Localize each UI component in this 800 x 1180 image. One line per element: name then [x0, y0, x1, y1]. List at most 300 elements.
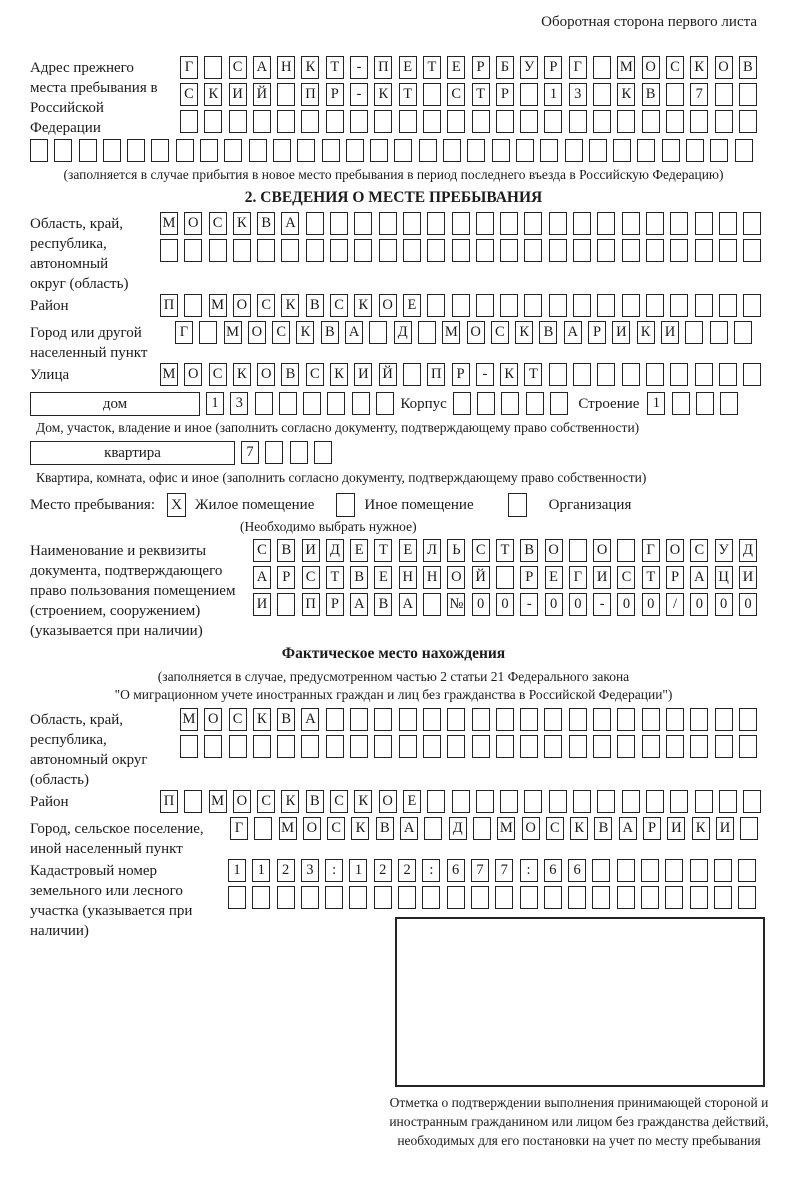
char-box[interactable]: 0 — [617, 593, 635, 616]
char-box[interactable] — [637, 139, 655, 162]
char-box[interactable] — [398, 886, 416, 909]
char-box[interactable]: М — [497, 817, 515, 840]
char-box[interactable] — [419, 139, 437, 162]
char-box[interactable] — [690, 708, 708, 731]
char-box[interactable]: 7 — [495, 859, 513, 882]
char-box[interactable] — [695, 790, 713, 813]
char-box[interactable]: 2 — [374, 859, 392, 882]
char-box[interactable] — [592, 859, 610, 882]
char-box[interactable]: К — [500, 363, 518, 386]
char-box[interactable] — [349, 886, 367, 909]
char-box[interactable] — [715, 708, 733, 731]
char-box[interactable]: М — [279, 817, 297, 840]
char-box[interactable] — [370, 139, 388, 162]
char-box[interactable]: С — [327, 817, 345, 840]
checkbox-organizatsiya[interactable] — [508, 493, 527, 517]
char-box[interactable] — [228, 886, 246, 909]
char-box[interactable] — [476, 212, 494, 235]
char-box[interactable]: К — [204, 83, 222, 106]
char-box[interactable] — [573, 239, 591, 262]
char-box[interactable] — [715, 83, 733, 106]
char-box[interactable] — [573, 790, 591, 813]
char-box[interactable]: Т — [374, 539, 392, 562]
char-box[interactable] — [447, 110, 465, 133]
char-box[interactable]: К — [374, 83, 392, 106]
char-box[interactable]: 3 — [230, 392, 248, 415]
char-box[interactable] — [641, 886, 659, 909]
char-box[interactable]: О — [666, 539, 684, 562]
char-box[interactable] — [641, 859, 659, 882]
char-box[interactable]: Д — [326, 539, 344, 562]
char-box[interactable] — [330, 212, 348, 235]
char-box[interactable]: А — [619, 817, 637, 840]
char-box[interactable] — [597, 212, 615, 235]
char-box[interactable] — [593, 735, 611, 758]
char-box[interactable] — [739, 110, 757, 133]
char-box[interactable] — [524, 239, 542, 262]
char-box[interactable]: 0 — [715, 593, 733, 616]
char-box[interactable] — [662, 139, 680, 162]
char-box[interactable] — [690, 735, 708, 758]
char-box[interactable]: 2 — [277, 859, 295, 882]
char-box[interactable] — [524, 212, 542, 235]
char-box[interactable] — [739, 735, 757, 758]
char-box[interactable] — [549, 239, 567, 262]
char-box[interactable] — [403, 363, 421, 386]
char-box[interactable]: Д — [449, 817, 467, 840]
char-box[interactable]: В — [350, 566, 368, 589]
char-box[interactable]: А — [690, 566, 708, 589]
char-box[interactable]: Н — [423, 566, 441, 589]
char-box[interactable] — [520, 708, 538, 731]
char-box[interactable] — [399, 735, 417, 758]
char-box[interactable] — [524, 790, 542, 813]
char-box[interactable] — [199, 321, 217, 344]
char-box[interactable]: П — [427, 363, 445, 386]
char-box[interactable]: В — [594, 817, 612, 840]
char-box[interactable]: К — [233, 212, 251, 235]
char-box[interactable]: М — [160, 363, 178, 386]
char-box[interactable] — [714, 886, 732, 909]
char-box[interactable] — [670, 363, 688, 386]
char-box[interactable] — [589, 139, 607, 162]
char-box[interactable] — [550, 392, 568, 415]
char-box[interactable]: В — [520, 539, 538, 562]
char-box[interactable] — [423, 735, 441, 758]
char-box[interactable] — [254, 817, 272, 840]
char-box[interactable]: 6 — [447, 859, 465, 882]
char-box[interactable] — [569, 735, 587, 758]
char-box[interactable]: : — [325, 859, 343, 882]
char-box[interactable] — [690, 859, 708, 882]
char-box[interactable]: В — [277, 539, 295, 562]
char-box[interactable]: А — [400, 817, 418, 840]
char-box[interactable] — [549, 212, 567, 235]
char-box[interactable] — [423, 83, 441, 106]
char-box[interactable] — [297, 139, 315, 162]
char-box[interactable] — [743, 239, 761, 262]
char-box[interactable]: Н — [399, 566, 417, 589]
char-box[interactable] — [176, 139, 194, 162]
char-box[interactable]: С — [229, 56, 247, 79]
char-box[interactable] — [670, 790, 688, 813]
char-box[interactable]: О — [303, 817, 321, 840]
char-box[interactable] — [452, 212, 470, 235]
char-box[interactable] — [423, 110, 441, 133]
char-box[interactable] — [495, 886, 513, 909]
char-box[interactable]: А — [345, 321, 363, 344]
char-box[interactable] — [666, 110, 684, 133]
char-box[interactable]: Г — [230, 817, 248, 840]
char-box[interactable] — [403, 239, 421, 262]
char-box[interactable]: Е — [403, 294, 421, 317]
char-box[interactable] — [740, 817, 758, 840]
char-box[interactable]: К — [354, 790, 372, 813]
char-box[interactable] — [180, 110, 198, 133]
char-box[interactable] — [379, 239, 397, 262]
char-box[interactable]: О — [184, 363, 202, 386]
char-box[interactable] — [184, 790, 202, 813]
char-box[interactable]: Р — [520, 566, 538, 589]
char-box[interactable] — [472, 110, 490, 133]
char-box[interactable] — [573, 212, 591, 235]
char-box[interactable] — [255, 392, 273, 415]
char-box[interactable]: К — [617, 83, 635, 106]
char-box[interactable]: О — [545, 539, 563, 562]
char-box[interactable] — [739, 83, 757, 106]
char-box[interactable]: 0 — [569, 593, 587, 616]
char-box[interactable]: Ь — [447, 539, 465, 562]
char-box[interactable] — [253, 735, 271, 758]
char-box[interactable]: К — [281, 790, 299, 813]
char-box[interactable]: Е — [374, 566, 392, 589]
char-box[interactable] — [617, 708, 635, 731]
char-box[interactable]: И — [593, 566, 611, 589]
char-box[interactable] — [520, 83, 538, 106]
char-box[interactable]: В — [376, 817, 394, 840]
char-box[interactable] — [403, 212, 421, 235]
char-box[interactable]: К — [351, 817, 369, 840]
char-box[interactable]: С — [666, 56, 684, 79]
char-box[interactable] — [569, 708, 587, 731]
char-box[interactable] — [592, 886, 610, 909]
char-box[interactable]: К — [515, 321, 533, 344]
char-box[interactable]: С — [209, 212, 227, 235]
char-box[interactable] — [476, 790, 494, 813]
char-box[interactable]: А — [350, 593, 368, 616]
char-box[interactable] — [354, 239, 372, 262]
char-box[interactable] — [103, 139, 121, 162]
char-box[interactable] — [467, 139, 485, 162]
char-box[interactable] — [452, 790, 470, 813]
char-box[interactable]: 0 — [545, 593, 563, 616]
char-box[interactable]: - — [476, 363, 494, 386]
char-box[interactable]: С — [302, 566, 320, 589]
char-box[interactable] — [569, 539, 587, 562]
char-box[interactable]: Л — [423, 539, 441, 562]
char-box[interactable] — [593, 110, 611, 133]
char-box[interactable]: - — [520, 593, 538, 616]
char-box[interactable]: 2 — [398, 859, 416, 882]
char-box[interactable] — [204, 56, 222, 79]
char-box[interactable]: Е — [545, 566, 563, 589]
char-box[interactable] — [520, 886, 538, 909]
char-box[interactable] — [209, 239, 227, 262]
char-box[interactable]: А — [399, 593, 417, 616]
char-box[interactable]: Б — [496, 56, 514, 79]
char-box[interactable]: Р — [666, 566, 684, 589]
char-box[interactable]: Д — [739, 539, 757, 562]
char-box[interactable] — [715, 735, 733, 758]
char-box[interactable]: С — [330, 790, 348, 813]
char-box[interactable] — [447, 708, 465, 731]
char-box[interactable] — [573, 294, 591, 317]
char-box[interactable] — [544, 886, 562, 909]
char-box[interactable]: И — [253, 593, 271, 616]
char-box[interactable] — [379, 212, 397, 235]
char-box[interactable] — [549, 363, 567, 386]
checkbox-inoe[interactable] — [336, 493, 355, 517]
char-box[interactable] — [369, 321, 387, 344]
char-box[interactable] — [695, 363, 713, 386]
char-box[interactable]: С — [690, 539, 708, 562]
char-box[interactable] — [743, 790, 761, 813]
char-box[interactable] — [476, 294, 494, 317]
char-box[interactable] — [151, 139, 169, 162]
char-box[interactable] — [443, 139, 461, 162]
char-box[interactable]: Г — [180, 56, 198, 79]
char-box[interactable] — [719, 294, 737, 317]
char-box[interactable] — [500, 212, 518, 235]
char-box[interactable] — [544, 110, 562, 133]
char-box[interactable] — [350, 708, 368, 731]
char-box[interactable] — [427, 239, 445, 262]
char-box[interactable] — [30, 139, 48, 162]
char-box[interactable]: Т — [524, 363, 542, 386]
char-box[interactable]: 3 — [569, 83, 587, 106]
char-box[interactable]: И — [302, 539, 320, 562]
char-box[interactable] — [710, 321, 728, 344]
char-box[interactable]: М — [209, 790, 227, 813]
char-box[interactable] — [597, 294, 615, 317]
char-box[interactable]: 1 — [252, 859, 270, 882]
char-box[interactable] — [743, 294, 761, 317]
char-box[interactable]: П — [302, 593, 320, 616]
char-box[interactable] — [249, 139, 267, 162]
char-box[interactable] — [374, 110, 392, 133]
char-box[interactable] — [642, 110, 660, 133]
char-box[interactable]: В — [539, 321, 557, 344]
char-box[interactable]: О — [233, 790, 251, 813]
char-box[interactable]: Р — [496, 83, 514, 106]
char-box[interactable]: В — [642, 83, 660, 106]
char-box[interactable]: 1 — [544, 83, 562, 106]
char-box[interactable] — [617, 735, 635, 758]
char-box[interactable]: К — [637, 321, 655, 344]
char-box[interactable]: И — [667, 817, 685, 840]
char-box[interactable]: Г — [569, 56, 587, 79]
char-box[interactable] — [79, 139, 97, 162]
char-box[interactable] — [326, 735, 344, 758]
char-box[interactable]: Е — [399, 56, 417, 79]
char-box[interactable]: П — [160, 294, 178, 317]
char-box[interactable] — [665, 859, 683, 882]
char-box[interactable] — [617, 539, 635, 562]
char-box[interactable] — [597, 790, 615, 813]
char-box[interactable] — [501, 392, 519, 415]
char-box[interactable] — [252, 886, 270, 909]
char-box[interactable]: И — [612, 321, 630, 344]
char-box[interactable]: К — [301, 56, 319, 79]
char-box[interactable] — [540, 139, 558, 162]
char-box[interactable] — [526, 392, 544, 415]
char-box[interactable]: Т — [423, 56, 441, 79]
char-box[interactable] — [500, 294, 518, 317]
char-box[interactable]: И — [716, 817, 734, 840]
char-box[interactable] — [734, 321, 752, 344]
char-box[interactable] — [573, 363, 591, 386]
char-box[interactable]: 0 — [472, 593, 490, 616]
char-box[interactable] — [720, 392, 738, 415]
char-box[interactable] — [617, 110, 635, 133]
char-box[interactable] — [622, 239, 640, 262]
char-box[interactable]: В — [739, 56, 757, 79]
char-box[interactable] — [743, 363, 761, 386]
char-box[interactable] — [427, 790, 445, 813]
char-box[interactable] — [568, 886, 586, 909]
char-box[interactable]: 0 — [642, 593, 660, 616]
char-box[interactable] — [695, 212, 713, 235]
char-box[interactable]: И — [229, 83, 247, 106]
char-box[interactable]: Н — [277, 56, 295, 79]
char-box[interactable] — [352, 392, 370, 415]
char-box[interactable] — [427, 294, 445, 317]
char-box[interactable]: - — [350, 56, 368, 79]
char-box[interactable] — [452, 294, 470, 317]
char-box[interactable] — [496, 110, 514, 133]
char-box[interactable] — [646, 212, 664, 235]
char-box[interactable]: И — [661, 321, 679, 344]
char-box[interactable] — [322, 139, 340, 162]
char-box[interactable] — [277, 886, 295, 909]
char-box[interactable] — [422, 886, 440, 909]
char-box[interactable]: - — [593, 593, 611, 616]
char-box[interactable] — [160, 239, 178, 262]
char-box[interactable]: С — [257, 790, 275, 813]
char-box[interactable] — [520, 110, 538, 133]
char-box[interactable] — [279, 392, 297, 415]
char-box[interactable] — [354, 212, 372, 235]
char-box[interactable] — [670, 212, 688, 235]
char-box[interactable]: Е — [399, 539, 417, 562]
char-box[interactable] — [424, 817, 442, 840]
char-box[interactable]: Г — [175, 321, 193, 344]
char-box[interactable] — [670, 294, 688, 317]
char-box[interactable]: А — [564, 321, 582, 344]
char-box[interactable] — [549, 790, 567, 813]
char-box[interactable]: 6 — [568, 859, 586, 882]
char-box[interactable]: № — [447, 593, 465, 616]
char-box[interactable]: К — [692, 817, 710, 840]
char-box[interactable] — [516, 139, 534, 162]
char-box[interactable] — [738, 886, 756, 909]
char-box[interactable]: М — [224, 321, 242, 344]
char-box[interactable]: М — [160, 212, 178, 235]
char-box[interactable] — [569, 110, 587, 133]
char-box[interactable]: К — [354, 294, 372, 317]
char-box[interactable] — [500, 790, 518, 813]
char-box[interactable] — [281, 239, 299, 262]
char-box[interactable] — [290, 441, 308, 464]
char-box[interactable] — [690, 886, 708, 909]
char-box[interactable] — [184, 239, 202, 262]
char-box[interactable]: Р — [326, 83, 344, 106]
char-box[interactable] — [666, 708, 684, 731]
char-box[interactable]: : — [422, 859, 440, 882]
char-box[interactable] — [273, 139, 291, 162]
char-box[interactable] — [327, 392, 345, 415]
char-box[interactable] — [686, 139, 704, 162]
char-box[interactable]: 0 — [496, 593, 514, 616]
char-box[interactable]: В — [306, 790, 324, 813]
char-box[interactable] — [277, 735, 295, 758]
char-box[interactable] — [452, 239, 470, 262]
char-box[interactable] — [715, 110, 733, 133]
char-box[interactable]: П — [160, 790, 178, 813]
char-box[interactable]: С — [229, 708, 247, 731]
char-box[interactable]: О — [233, 294, 251, 317]
char-box[interactable] — [613, 139, 631, 162]
char-box[interactable] — [277, 83, 295, 106]
char-box[interactable] — [265, 441, 283, 464]
char-box[interactable] — [544, 735, 562, 758]
char-box[interactable]: Й — [472, 566, 490, 589]
char-box[interactable]: Т — [326, 566, 344, 589]
char-box[interactable]: 1 — [647, 392, 665, 415]
char-box[interactable] — [306, 212, 324, 235]
char-box[interactable] — [418, 321, 436, 344]
char-box[interactable] — [549, 294, 567, 317]
char-box[interactable] — [394, 139, 412, 162]
char-box[interactable]: Д — [394, 321, 412, 344]
char-box[interactable] — [642, 708, 660, 731]
char-box[interactable] — [376, 392, 394, 415]
char-box[interactable] — [524, 294, 542, 317]
char-box[interactable]: В — [306, 294, 324, 317]
char-box[interactable]: К — [296, 321, 314, 344]
char-box[interactable] — [229, 735, 247, 758]
char-box[interactable]: А — [253, 566, 271, 589]
char-box[interactable]: В — [374, 593, 392, 616]
char-box[interactable] — [666, 83, 684, 106]
char-box[interactable]: С — [330, 294, 348, 317]
char-box[interactable] — [593, 56, 611, 79]
char-box[interactable] — [54, 139, 72, 162]
char-box[interactable]: К — [570, 817, 588, 840]
char-box[interactable] — [593, 83, 611, 106]
char-box[interactable] — [685, 321, 703, 344]
char-box[interactable]: Ц — [715, 566, 733, 589]
char-box[interactable] — [670, 239, 688, 262]
char-box[interactable]: С — [617, 566, 635, 589]
char-box[interactable] — [303, 392, 321, 415]
char-box[interactable]: Г — [569, 566, 587, 589]
char-box[interactable]: - — [350, 83, 368, 106]
char-box[interactable]: К — [281, 294, 299, 317]
char-box[interactable] — [500, 239, 518, 262]
char-box[interactable] — [622, 790, 640, 813]
char-box[interactable] — [204, 110, 222, 133]
